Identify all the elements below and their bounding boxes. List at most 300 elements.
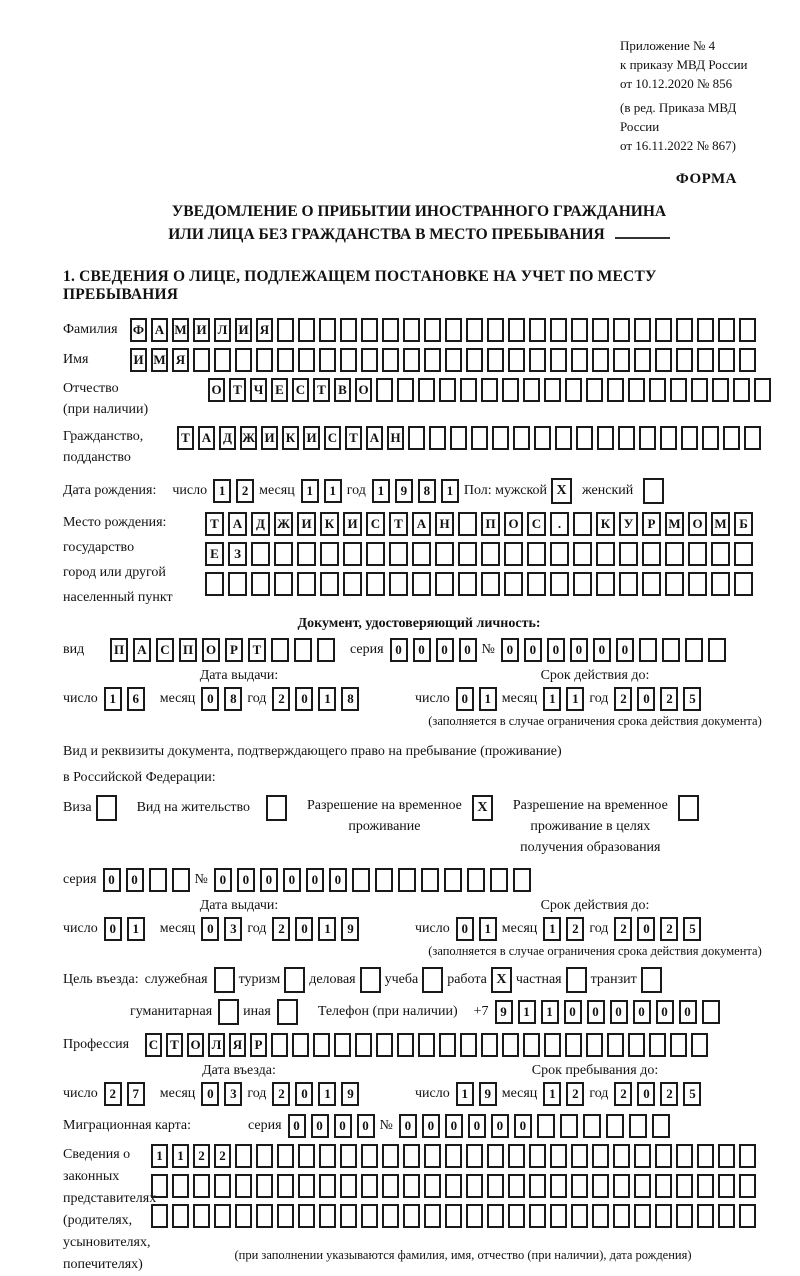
cell[interactable]: 0 [214, 868, 232, 892]
cell[interactable]: 1 [479, 687, 497, 711]
identity-doc-kind-cells[interactable] [110, 638, 340, 662]
cell[interactable] [251, 542, 270, 566]
purpose-humanitarian-checkbox[interactable] [218, 999, 239, 1025]
cell[interactable]: 0 [456, 687, 474, 711]
cell[interactable] [277, 1144, 294, 1168]
cell[interactable] [571, 348, 588, 372]
cell[interactable]: Л [208, 1033, 225, 1057]
cell[interactable] [458, 512, 477, 536]
cell[interactable] [702, 1000, 720, 1024]
cell[interactable]: 1 [543, 1082, 561, 1106]
sex-male-checkbox[interactable]: X [551, 478, 572, 504]
cell[interactable]: 0 [459, 638, 477, 662]
cell[interactable] [490, 868, 508, 892]
cell[interactable] [292, 1033, 309, 1057]
cell[interactable] [320, 572, 339, 596]
cell[interactable] [361, 1174, 378, 1198]
cell[interactable]: Я [256, 318, 273, 342]
cell[interactable]: 2 [614, 687, 632, 711]
cell[interactable] [251, 572, 270, 596]
cell[interactable] [424, 1144, 441, 1168]
cell[interactable]: 0 [311, 1114, 329, 1138]
cell[interactable] [445, 318, 462, 342]
cell[interactable]: 2 [193, 1144, 210, 1168]
cell[interactable] [697, 318, 714, 342]
cell[interactable]: 2 [272, 1082, 290, 1106]
purpose-private-checkbox[interactable] [566, 967, 587, 993]
cell[interactable] [298, 318, 315, 342]
cell[interactable] [466, 348, 483, 372]
cell[interactable] [711, 542, 730, 566]
cell[interactable] [298, 1144, 315, 1168]
cell[interactable] [665, 542, 684, 566]
cell[interactable]: Е [205, 542, 224, 566]
cell[interactable]: 1 [301, 479, 319, 503]
cell[interactable] [676, 348, 693, 372]
cell[interactable] [628, 378, 645, 402]
cell[interactable] [550, 318, 567, 342]
cell[interactable] [481, 572, 500, 596]
cell[interactable] [376, 378, 393, 402]
cell[interactable] [529, 1204, 546, 1228]
cell[interactable] [481, 1033, 498, 1057]
issue-day-cells[interactable] [104, 687, 150, 711]
cell[interactable]: 0 [329, 868, 347, 892]
cell[interactable]: А [412, 512, 431, 536]
cell[interactable] [649, 378, 666, 402]
cell[interactable] [277, 348, 294, 372]
cell[interactable] [193, 1174, 210, 1198]
cell[interactable] [460, 1033, 477, 1057]
entry-day-cells[interactable] [104, 1082, 150, 1106]
cell[interactable] [149, 868, 167, 892]
cell[interactable] [214, 1174, 231, 1198]
cell[interactable]: 0 [593, 638, 611, 662]
cell[interactable]: 0 [633, 1000, 651, 1024]
cell[interactable] [298, 1204, 315, 1228]
cell[interactable] [607, 1033, 624, 1057]
cell[interactable] [361, 348, 378, 372]
cell[interactable] [445, 348, 462, 372]
birth-place-row3-cells[interactable] [205, 572, 757, 596]
cell[interactable]: С [156, 638, 174, 662]
cell[interactable] [685, 638, 703, 662]
entry-month-cells[interactable] [201, 1082, 247, 1106]
cell[interactable] [435, 542, 454, 566]
cell[interactable] [228, 572, 247, 596]
cell[interactable] [565, 378, 582, 402]
cell[interactable]: В [334, 378, 351, 402]
cell[interactable]: 0 [422, 1114, 440, 1138]
cell[interactable]: 3 [224, 917, 242, 941]
cell[interactable] [355, 1033, 372, 1057]
cell[interactable] [508, 348, 525, 372]
cell[interactable] [733, 378, 750, 402]
cell[interactable]: 2 [272, 687, 290, 711]
cell[interactable] [597, 426, 614, 450]
cell[interactable] [313, 1033, 330, 1057]
cell[interactable] [361, 318, 378, 342]
cell[interactable] [688, 572, 707, 596]
cell[interactable] [639, 638, 657, 662]
cell[interactable] [592, 1204, 609, 1228]
cell[interactable]: 2 [566, 917, 584, 941]
cell[interactable]: 2 [566, 1082, 584, 1106]
cell[interactable]: 5 [683, 917, 701, 941]
cell[interactable]: 0 [445, 1114, 463, 1138]
cell[interactable] [151, 1174, 168, 1198]
cell[interactable]: С [145, 1033, 162, 1057]
migration-series-cells[interactable] [288, 1114, 380, 1138]
purpose-official-checkbox[interactable] [214, 967, 235, 993]
cell[interactable] [550, 1174, 567, 1198]
cell[interactable] [739, 1174, 756, 1198]
cell[interactable] [172, 1204, 189, 1228]
cell[interactable]: 7 [127, 1082, 145, 1106]
cell[interactable] [274, 572, 293, 596]
cell[interactable]: 0 [201, 917, 219, 941]
cell[interactable]: 2 [614, 1082, 632, 1106]
cell[interactable] [193, 348, 210, 372]
cell[interactable]: 0 [237, 868, 255, 892]
cell[interactable]: 0 [288, 1114, 306, 1138]
cell[interactable] [421, 868, 439, 892]
cell[interactable] [697, 348, 714, 372]
purpose-other-checkbox[interactable] [277, 999, 298, 1025]
cell[interactable] [691, 378, 708, 402]
cell[interactable] [676, 1174, 693, 1198]
cell[interactable] [702, 426, 719, 450]
cell[interactable] [235, 1144, 252, 1168]
cell[interactable] [688, 542, 707, 566]
cell[interactable]: Т [389, 512, 408, 536]
cell[interactable]: Ч [250, 378, 267, 402]
stay-day-cells[interactable] [456, 1082, 502, 1106]
cell[interactable] [523, 1033, 540, 1057]
cell[interactable] [214, 348, 231, 372]
cell[interactable] [424, 1204, 441, 1228]
cell[interactable] [529, 348, 546, 372]
cell[interactable] [458, 572, 477, 596]
cell[interactable] [662, 638, 680, 662]
cell[interactable]: 1 [518, 1000, 536, 1024]
cell[interactable] [487, 348, 504, 372]
cell[interactable]: С [292, 378, 309, 402]
cell[interactable]: Ф [130, 318, 147, 342]
cell[interactable] [408, 426, 425, 450]
cell[interactable]: 1 [543, 687, 561, 711]
cell[interactable] [691, 1033, 708, 1057]
cell[interactable] [403, 1144, 420, 1168]
cell[interactable] [397, 378, 414, 402]
cell[interactable] [655, 1144, 672, 1168]
cell[interactable] [235, 1174, 252, 1198]
surname-cells[interactable] [130, 318, 760, 342]
cell[interactable] [655, 318, 672, 342]
cell[interactable]: 1 [566, 687, 584, 711]
cell[interactable] [676, 1204, 693, 1228]
cell[interactable] [508, 318, 525, 342]
cell[interactable] [439, 378, 456, 402]
res-issue-month-cells[interactable] [201, 917, 247, 941]
cell[interactable]: 0 [656, 1000, 674, 1024]
cell[interactable] [712, 378, 729, 402]
cell[interactable]: 9 [341, 1082, 359, 1106]
cell[interactable] [734, 542, 753, 566]
cell[interactable] [398, 868, 416, 892]
cell[interactable] [361, 1144, 378, 1168]
cell[interactable]: И [303, 426, 320, 450]
visa-checkbox[interactable] [96, 795, 117, 821]
cell[interactable] [592, 1174, 609, 1198]
cell[interactable] [676, 1144, 693, 1168]
cell[interactable]: У [619, 512, 638, 536]
cell[interactable]: И [130, 348, 147, 372]
cell[interactable] [403, 1204, 420, 1228]
cell[interactable] [193, 1204, 210, 1228]
cell[interactable]: 9 [479, 1082, 497, 1106]
cell[interactable] [550, 1144, 567, 1168]
cell[interactable] [655, 1204, 672, 1228]
patronymic-cells[interactable] [208, 378, 775, 402]
cell[interactable] [435, 572, 454, 596]
cell[interactable]: 8 [224, 687, 242, 711]
cell[interactable] [487, 318, 504, 342]
cell[interactable]: 1 [318, 917, 336, 941]
cell[interactable] [642, 542, 661, 566]
cell[interactable] [527, 572, 546, 596]
cell[interactable] [739, 1204, 756, 1228]
stay-month-cells[interactable] [543, 1082, 589, 1106]
cell[interactable]: Т [166, 1033, 183, 1057]
cell[interactable] [634, 1174, 651, 1198]
cell[interactable]: 0 [126, 868, 144, 892]
cell[interactable] [450, 426, 467, 450]
cell[interactable] [739, 318, 756, 342]
cell[interactable] [319, 1144, 336, 1168]
cell[interactable]: Т [177, 426, 194, 450]
cell[interactable]: С [366, 512, 385, 536]
cell[interactable] [418, 1033, 435, 1057]
cell[interactable] [571, 1204, 588, 1228]
purpose-transit-checkbox[interactable] [641, 967, 662, 993]
temp-residence-edu-checkbox[interactable] [678, 795, 699, 821]
cell[interactable]: 1 [127, 917, 145, 941]
cell[interactable]: 0 [295, 1082, 313, 1106]
cell[interactable] [744, 426, 761, 450]
cell[interactable] [340, 318, 357, 342]
migration-number-cells[interactable] [399, 1114, 675, 1138]
cell[interactable] [271, 1033, 288, 1057]
birth-year-cells[interactable] [372, 479, 464, 503]
valid-month-cells[interactable] [543, 687, 589, 711]
cell[interactable]: 0 [564, 1000, 582, 1024]
cell[interactable] [560, 1114, 578, 1138]
cell[interactable]: 0 [399, 1114, 417, 1138]
cell[interactable]: 0 [436, 638, 454, 662]
cell[interactable]: 2 [660, 917, 678, 941]
cell[interactable]: 0 [637, 687, 655, 711]
cell[interactable] [424, 318, 441, 342]
cell[interactable] [340, 1144, 357, 1168]
cell[interactable] [739, 348, 756, 372]
cell[interactable]: П [110, 638, 128, 662]
cell[interactable]: Н [435, 512, 454, 536]
cell[interactable] [382, 348, 399, 372]
cell[interactable]: 0 [637, 1082, 655, 1106]
cell[interactable] [466, 318, 483, 342]
cell[interactable] [592, 348, 609, 372]
cell[interactable] [271, 638, 289, 662]
cell[interactable]: 1 [172, 1144, 189, 1168]
cell[interactable]: 1 [541, 1000, 559, 1024]
cell[interactable]: Ж [240, 426, 257, 450]
cell[interactable] [466, 1174, 483, 1198]
cell[interactable] [320, 542, 339, 566]
cell[interactable] [513, 426, 530, 450]
cell[interactable] [382, 318, 399, 342]
cell[interactable] [487, 1144, 504, 1168]
cell[interactable] [403, 318, 420, 342]
cell[interactable] [718, 1204, 735, 1228]
cell[interactable]: 1 [456, 1082, 474, 1106]
cell[interactable]: П [481, 512, 500, 536]
cell[interactable]: 0 [501, 638, 519, 662]
cell[interactable] [649, 1033, 666, 1057]
cell[interactable]: Н [387, 426, 404, 450]
cell[interactable]: 9 [341, 917, 359, 941]
cell[interactable]: И [343, 512, 362, 536]
cell[interactable] [660, 426, 677, 450]
cell[interactable] [492, 426, 509, 450]
cell[interactable]: 9 [395, 479, 413, 503]
cell[interactable] [235, 1204, 252, 1228]
cell[interactable] [652, 1114, 670, 1138]
cell[interactable]: Т [205, 512, 224, 536]
representatives-row1-cells[interactable] [151, 1144, 760, 1168]
cell[interactable]: Т [229, 378, 246, 402]
cell[interactable]: 0 [587, 1000, 605, 1024]
cell[interactable] [429, 426, 446, 450]
cell[interactable]: Е [271, 378, 288, 402]
cell[interactable] [523, 378, 540, 402]
cell[interactable]: С [527, 512, 546, 536]
cell[interactable] [256, 348, 273, 372]
cell[interactable]: . [550, 512, 569, 536]
cell[interactable] [340, 1204, 357, 1228]
cell[interactable]: Д [251, 512, 270, 536]
cell[interactable] [534, 426, 551, 450]
cell[interactable] [172, 1174, 189, 1198]
cell[interactable] [529, 1144, 546, 1168]
cell[interactable]: 6 [127, 687, 145, 711]
temp-residence-checkbox[interactable]: X [472, 795, 493, 821]
cell[interactable] [586, 378, 603, 402]
cell[interactable] [274, 542, 293, 566]
cell[interactable]: 8 [418, 479, 436, 503]
cell[interactable]: М [151, 348, 168, 372]
cell[interactable] [481, 542, 500, 566]
cell[interactable] [294, 638, 312, 662]
cell[interactable] [256, 1144, 273, 1168]
cell[interactable] [256, 1204, 273, 1228]
cell[interactable] [458, 542, 477, 566]
cell[interactable]: 0 [283, 868, 301, 892]
cell[interactable]: А [228, 512, 247, 536]
purpose-tourism-checkbox[interactable] [284, 967, 305, 993]
cell[interactable] [366, 542, 385, 566]
cell[interactable] [655, 1174, 672, 1198]
given-name-cells[interactable] [130, 348, 760, 372]
cell[interactable]: Р [225, 638, 243, 662]
cell[interactable] [319, 1204, 336, 1228]
cell[interactable]: М [665, 512, 684, 536]
cell[interactable] [613, 1174, 630, 1198]
cell[interactable] [734, 572, 753, 596]
cell[interactable] [277, 1174, 294, 1198]
cell[interactable]: 2 [272, 917, 290, 941]
cell[interactable] [504, 572, 523, 596]
cell[interactable]: Т [248, 638, 266, 662]
cell[interactable] [529, 1174, 546, 1198]
cell[interactable]: 1 [318, 1082, 336, 1106]
cell[interactable] [681, 426, 698, 450]
cell[interactable] [382, 1174, 399, 1198]
cell[interactable]: 1 [104, 687, 122, 711]
cell[interactable] [508, 1174, 525, 1198]
cell[interactable] [424, 348, 441, 372]
cell[interactable]: 2 [236, 479, 254, 503]
cell[interactable] [445, 1174, 462, 1198]
cell[interactable] [343, 542, 362, 566]
cell[interactable] [466, 1204, 483, 1228]
phone-cells[interactable] [495, 1000, 725, 1024]
cell[interactable] [576, 426, 593, 450]
cell[interactable]: 0 [334, 1114, 352, 1138]
cell[interactable] [172, 868, 190, 892]
cell[interactable] [319, 348, 336, 372]
cell[interactable] [481, 378, 498, 402]
cell[interactable] [537, 1114, 555, 1138]
cell[interactable] [460, 378, 477, 402]
cell[interactable]: К [282, 426, 299, 450]
valid-year-cells[interactable] [614, 687, 706, 711]
cell[interactable]: 1 [543, 917, 561, 941]
cell[interactable] [592, 318, 609, 342]
cell[interactable] [642, 572, 661, 596]
cell[interactable]: 0 [610, 1000, 628, 1024]
cell[interactable]: Л [214, 318, 231, 342]
residence-permit-checkbox[interactable] [266, 795, 287, 821]
cell[interactable] [550, 572, 569, 596]
res-valid-year-cells[interactable] [614, 917, 706, 941]
cell[interactable] [343, 572, 362, 596]
cell[interactable]: 0 [357, 1114, 375, 1138]
cell[interactable] [471, 426, 488, 450]
identity-doc-series-cells[interactable] [390, 638, 482, 662]
cell[interactable] [361, 1204, 378, 1228]
cell[interactable]: А [198, 426, 215, 450]
cell[interactable] [513, 868, 531, 892]
birth-month-cells[interactable] [301, 479, 347, 503]
cell[interactable]: А [366, 426, 383, 450]
cell[interactable]: 0 [570, 638, 588, 662]
cell[interactable]: М [172, 318, 189, 342]
cell[interactable] [571, 318, 588, 342]
cell[interactable] [718, 318, 735, 342]
cell[interactable] [634, 1204, 651, 1228]
cell[interactable] [613, 318, 630, 342]
